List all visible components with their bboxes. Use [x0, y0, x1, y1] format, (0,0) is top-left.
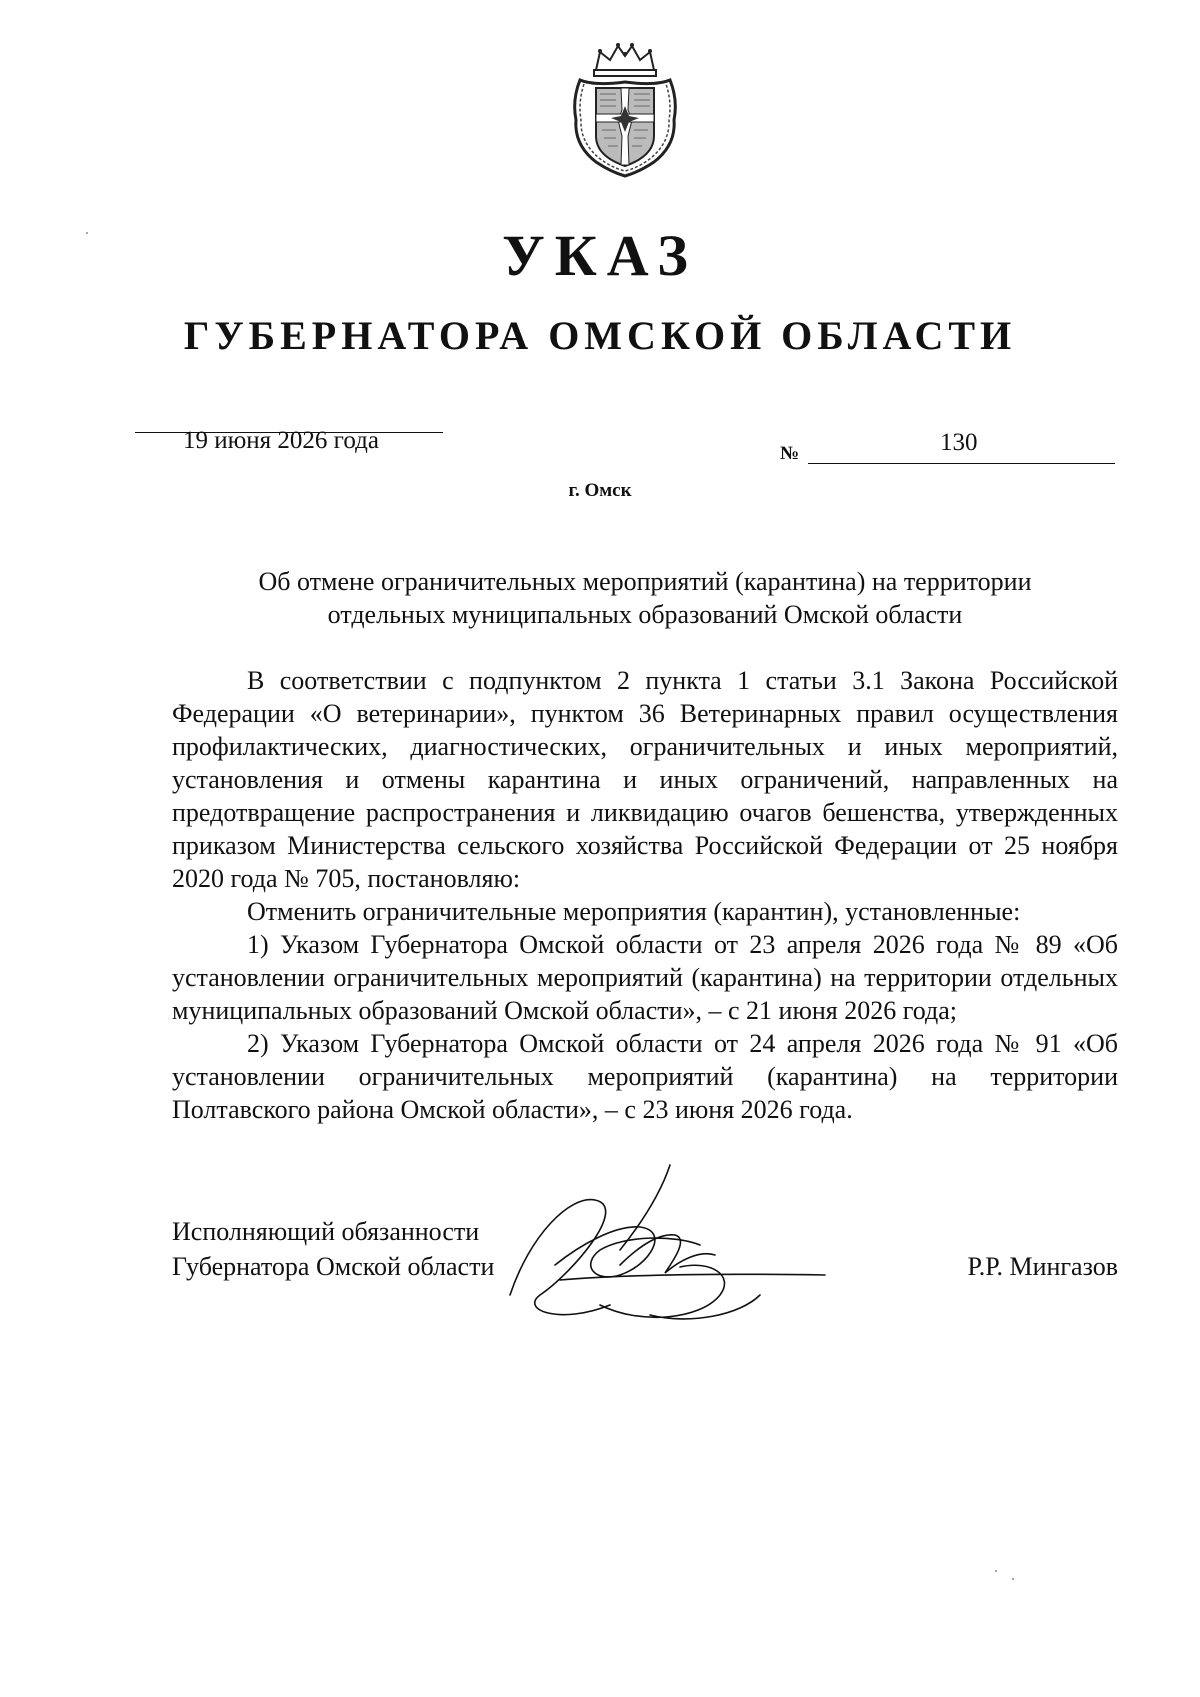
document-subtitle: ГУБЕРНАТОРА ОМСКОЙ ОБЛАСТИ — [183, 313, 1017, 358]
document-subject — [172, 565, 1118, 631]
subject-line-2: отдельных муниципальных образований Омской области — [327, 600, 963, 629]
number-underline — [808, 463, 1115, 464]
signatory-name: Р.Р. Мингазов — [967, 1252, 1118, 1281]
scan-speck — [995, 1570, 997, 1572]
body-paragraph-4: 2) Указом Губернатора Омской области от 24 апреля 2026 года № 91 «Об установлении ограничительных мероприятий (карантина) на территории Полтавского района Омской области», – с 23 июня 2026 года. — [172, 1029, 1118, 1124]
omsk-coat-of-arms-icon — [566, 40, 684, 180]
document-number: 130 — [940, 429, 978, 456]
scan-speck — [86, 232, 88, 234]
document-title: УКАЗ — [502, 223, 698, 288]
signatory-position — [172, 1214, 494, 1284]
scan-speck — [1012, 1578, 1014, 1580]
body-paragraph-2: Отменить ограничительные мероприятия (карантин), установленные: — [247, 897, 1021, 926]
subject-line-1: Об отмене ограничительных мероприятий (карантина) на территории — [258, 567, 1032, 596]
document-city: г. Омск — [568, 480, 632, 501]
document-body — [172, 664, 1118, 1126]
signatory-position-line-2: Губернатора Омской области — [172, 1252, 495, 1281]
body-paragraph-3: 1) Указом Губернатора Омской области от 23 апреля 2026 года № 89 «Об установлении ограничительных мероприятий (карантина) на территории отдельных муниципальных образований Омской области», – с 21 июня 2026 года; — [172, 930, 1118, 1025]
body-paragraph-1: В соответствии с подпунктом 2 пункта 1 статьи 3.1 Закона Российской Федерации «О ветеринарии», пунктом 36 Ветеринарных правил осуществления профилактических, диагностических, ограничительных и иных мероприятий, установления и отмены карантина и иных ограничений, направленных на предотвращение распространения и ликвидацию очагов бешенства, утвержденных приказом Министерства сельского хозяйства Российской Федерации от 25 ноября 2020 года № 705, постановляю: — [172, 666, 1118, 893]
number-sign: № — [780, 443, 800, 464]
signatory-position-line-1: Исполняющий обязанности — [172, 1217, 480, 1246]
handwritten-signature-icon — [500, 1155, 830, 1360]
document-date: 19 июня 2026 года — [183, 427, 379, 454]
date-underline — [135, 432, 443, 433]
